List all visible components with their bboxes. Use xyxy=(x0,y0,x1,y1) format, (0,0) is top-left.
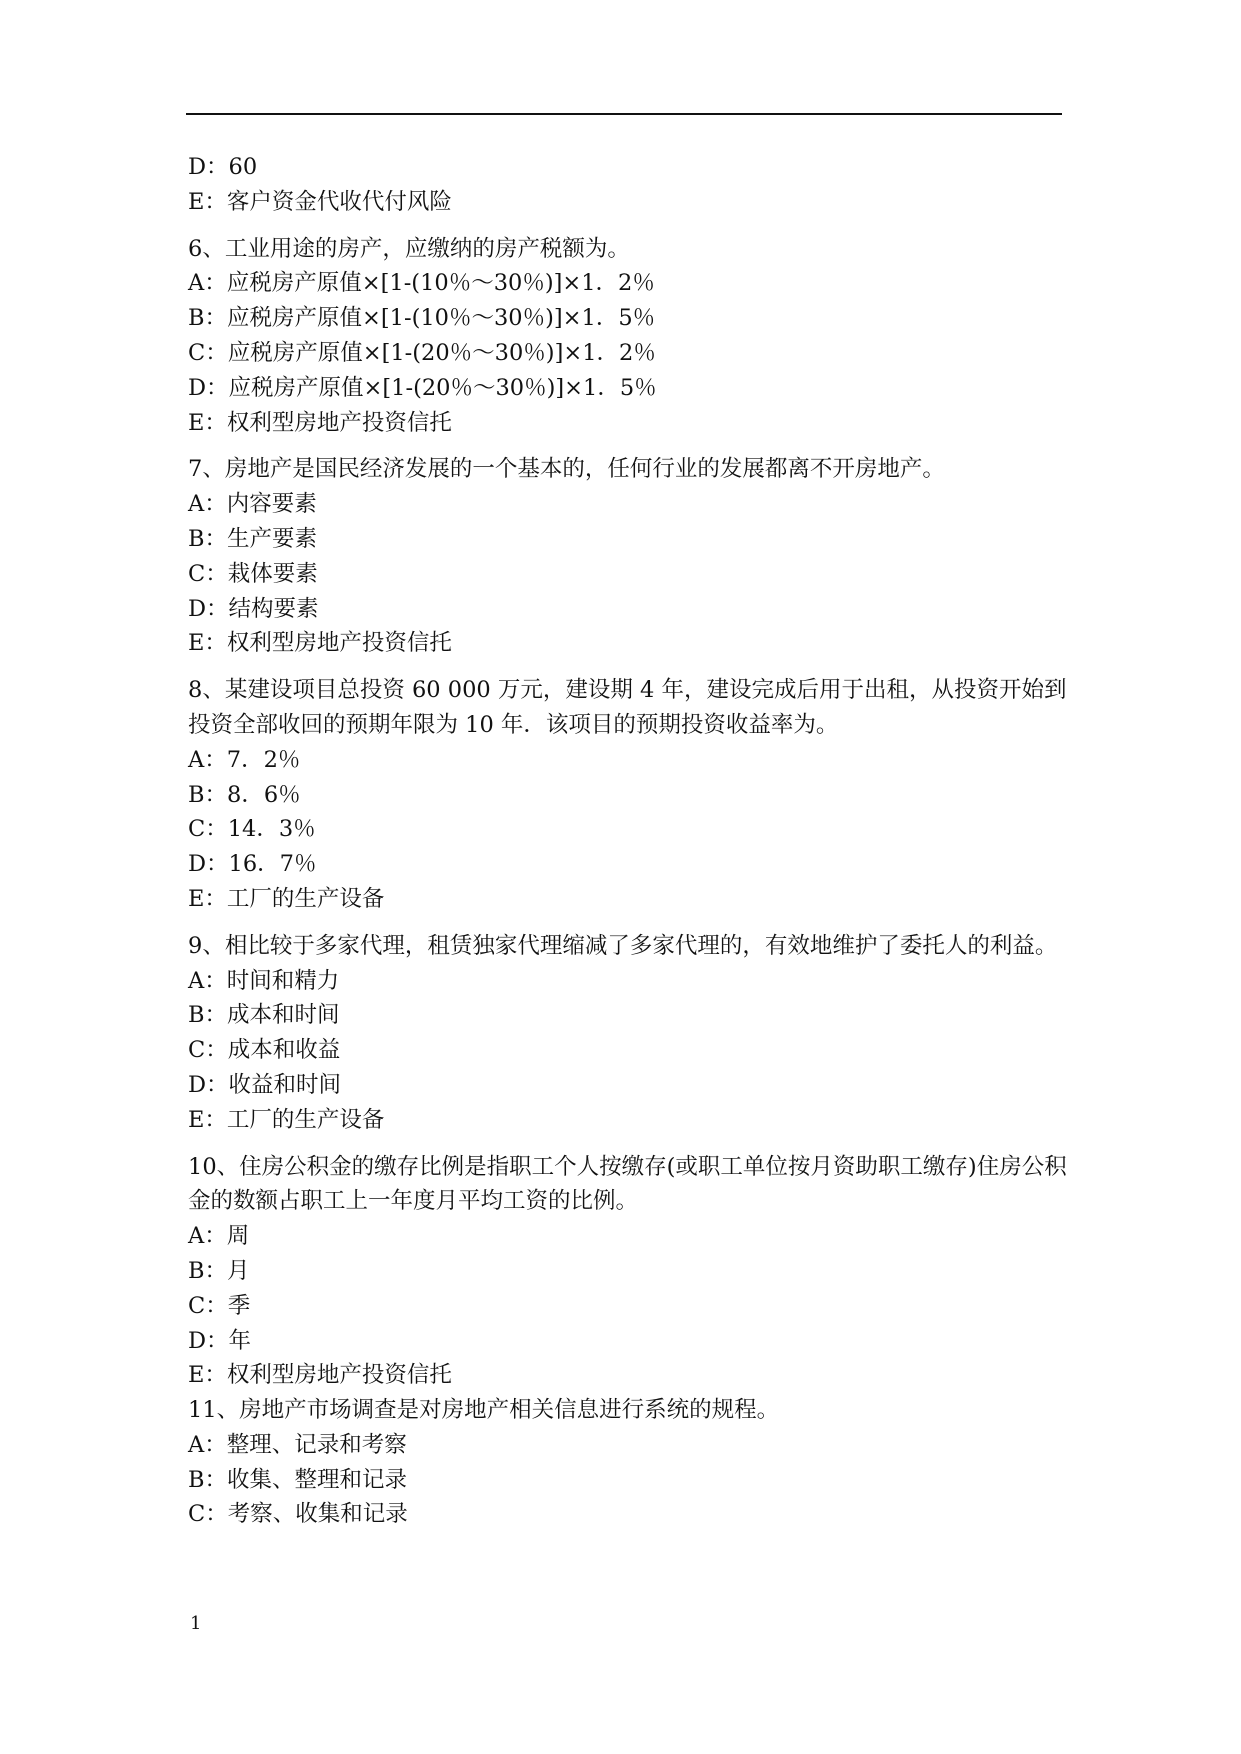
option-line: B：生产要素 xyxy=(188,525,318,552)
option-line: E：权利型房地产投资信托 xyxy=(188,1362,452,1389)
option-line: D：年 xyxy=(188,1327,252,1354)
option-line: A：时间和精力 xyxy=(188,967,340,994)
option-line: E：客户资金代收代付风险 xyxy=(188,188,452,215)
question-9 xyxy=(188,929,1068,1138)
document-body xyxy=(188,150,1068,1532)
question-text: 10、住房公积金的缴存比例是指职工个人按缴存(或职工单位按月资助职工缴存)住房公积金的数额占职工上一年度月平均工资的比例。 xyxy=(188,1153,1067,1215)
option-line: D：应税房产原值×[1-(20％～30％)]×1．5％ xyxy=(188,374,657,401)
option-line: D：收益和时间 xyxy=(188,1071,342,1098)
option-line: A：周 xyxy=(188,1223,250,1250)
option-line: C：14．3％ xyxy=(188,816,316,843)
question-7 xyxy=(188,452,1068,661)
option-line: A：内容要素 xyxy=(188,491,317,518)
option-line: D：16．7％ xyxy=(188,851,317,878)
option-line: B：8．6％ xyxy=(188,781,301,808)
option-line: A：7．2％ xyxy=(188,746,301,773)
question-text: 6、工业用途的房产，应缴纳的房产税额为。 xyxy=(188,235,630,262)
option-line: B：收集、整理和记录 xyxy=(188,1466,408,1493)
question-text: 7、房地产是国民经济发展的一个基本的，任何行业的发展都离不开房地产。 xyxy=(188,456,945,483)
question-text: 9、相比较于多家代理，租赁独家代理缩减了多家代理的，有效地维护了委托人的利益。 xyxy=(188,932,1058,959)
question-8 xyxy=(188,673,1068,917)
option-line: E：工厂的生产设备 xyxy=(188,885,385,912)
question-6 xyxy=(188,232,1068,441)
question-10 xyxy=(188,1150,1068,1394)
option-line: B：成本和时间 xyxy=(188,1002,340,1029)
option-line: A：整理、记录和考察 xyxy=(188,1431,407,1458)
option-line: C：应税房产原值×[1-(20％～30％)]×1．2％ xyxy=(188,339,656,366)
page-number: 1 xyxy=(190,1613,202,1634)
option-line: B：月 xyxy=(188,1257,250,1284)
option-line: C：季 xyxy=(188,1292,251,1319)
option-line: C：考察、收集和记录 xyxy=(188,1501,408,1528)
question-11 xyxy=(188,1393,1068,1532)
question-text: 8、某建设项目总投资 60 000 万元，建设期 4 年，建设完成后用于出租，从投资开始到投资全部收回的预期年限为 10 年．该项目的预期投资收益率为。 xyxy=(188,677,1067,738)
option-line: D：结构要素 xyxy=(188,595,319,622)
option-line: D：60 xyxy=(188,154,258,180)
option-line: E：权利型房地产投资信托 xyxy=(188,409,452,436)
option-line: E：工厂的生产设备 xyxy=(188,1106,385,1133)
question-text: 11、房地产市场调查是对房地产相关信息进行系统的规程。 xyxy=(188,1397,780,1424)
option-line: C：成本和收益 xyxy=(188,1037,341,1064)
header-rule xyxy=(186,113,1062,115)
option-line: B：应税房产原值×[1-(10％～30％)]×1．5％ xyxy=(188,305,656,332)
option-line: C：栽体要素 xyxy=(188,560,318,587)
option-line: E：权利型房地产投资信托 xyxy=(188,630,452,657)
option-line: A：应税房产原值×[1-(10％～30％)]×1．2％ xyxy=(188,270,655,297)
